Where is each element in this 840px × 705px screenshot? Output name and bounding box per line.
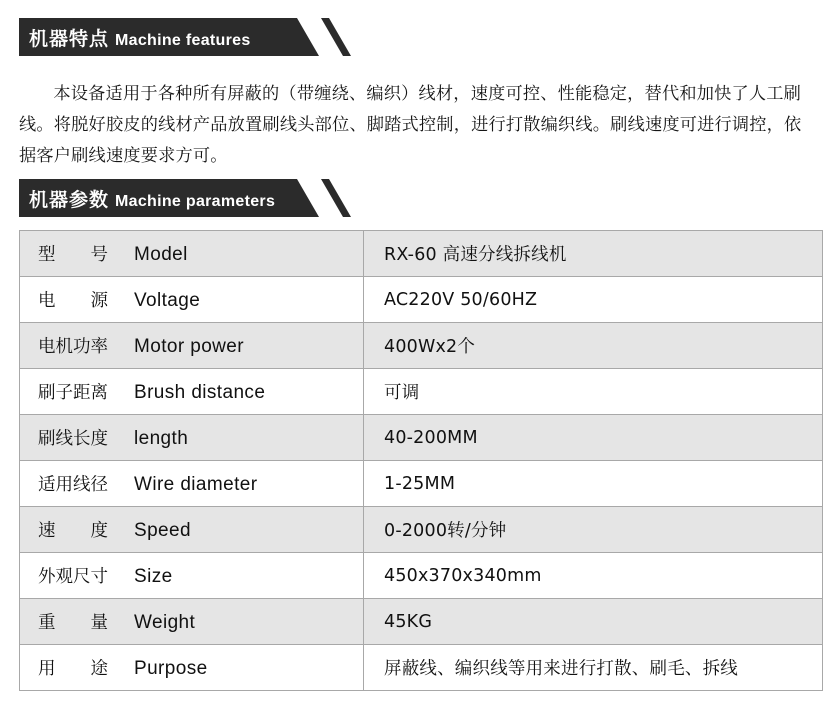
param-label-cell bbox=[20, 553, 364, 599]
param-label-cn: 型 号 bbox=[38, 245, 108, 265]
param-value-cell bbox=[364, 415, 823, 461]
param-value: AC220V 50/60HZ bbox=[384, 289, 538, 310]
param-label-cell bbox=[20, 507, 364, 553]
param-label-en: Motor power bbox=[134, 336, 244, 357]
param-value-cell bbox=[364, 553, 823, 599]
param-label-cn: 刷子距离 bbox=[38, 383, 108, 403]
param-label-cn: 刷线长度 bbox=[38, 429, 108, 449]
param-value: 40-200MM bbox=[384, 427, 478, 448]
table-row bbox=[20, 553, 823, 599]
table-row bbox=[20, 507, 823, 553]
param-label-cell bbox=[20, 599, 364, 645]
header-bar-slash bbox=[321, 179, 351, 217]
param-value: 45KG bbox=[384, 611, 433, 632]
param-label-en: Purpose bbox=[134, 658, 208, 679]
param-label-en: length bbox=[134, 428, 189, 449]
param-value: 1-25MM bbox=[384, 473, 456, 494]
param-value-cell bbox=[364, 507, 823, 553]
parameters-title-en: Machine parameters bbox=[115, 192, 276, 210]
param-label-cell bbox=[20, 323, 364, 369]
param-value: RX-60 高速分线拆线机 bbox=[384, 245, 567, 265]
parameters-title-cn: 机器参数 bbox=[29, 188, 110, 211]
table-row bbox=[20, 277, 823, 323]
header-bar-slash bbox=[321, 18, 351, 56]
param-label-cn: 适用线径 bbox=[38, 475, 108, 495]
table-row bbox=[20, 323, 823, 369]
param-value-cell bbox=[364, 323, 823, 369]
table-row bbox=[20, 231, 823, 277]
param-label-cell bbox=[20, 277, 364, 323]
features-title-en: Machine features bbox=[115, 31, 251, 49]
param-value-cell bbox=[364, 599, 823, 645]
param-value: 0-2000转/分钟 bbox=[384, 521, 507, 541]
table-row bbox=[20, 599, 823, 645]
table-row bbox=[20, 461, 823, 507]
param-value-cell bbox=[364, 231, 823, 277]
param-label-cell bbox=[20, 645, 364, 691]
parameters-section-header bbox=[19, 179, 275, 217]
parameters-table bbox=[19, 230, 823, 691]
param-value: 450x370x340mm bbox=[384, 565, 542, 586]
param-label-en: Weight bbox=[134, 612, 196, 633]
features-title-cn: 机器特点 bbox=[29, 27, 110, 50]
param-label-cell bbox=[20, 461, 364, 507]
param-label-en: Brush distance bbox=[134, 382, 266, 403]
param-label-en: Speed bbox=[134, 520, 191, 541]
param-label-cn: 外观尺寸 bbox=[38, 567, 108, 587]
param-value: 可调 bbox=[384, 383, 420, 403]
param-label-cn: 电机功率 bbox=[38, 337, 108, 357]
param-value-cell bbox=[364, 645, 823, 691]
param-value-cell bbox=[364, 461, 823, 507]
param-label-en: Size bbox=[134, 566, 173, 587]
param-value: 400Wx2个 bbox=[384, 337, 476, 357]
param-value-cell bbox=[364, 277, 823, 323]
param-label-cell bbox=[20, 369, 364, 415]
param-label-en: Wire diameter bbox=[134, 474, 258, 495]
features-paragraph: 本设备适用于各种所有屏蔽的（带缠绕、编织）线材，速度可控、性能稳定，替代和加快了人工刷线。将脱好胶皮的线材产品放置刷线头部位、脚踏式控制，进行打散编织线。刷线速度可进行调控，依据客户刷线速度要求方可。 bbox=[19, 84, 802, 166]
param-value: 屏蔽线、编织线等用来进行打散、刷毛、拆线 bbox=[384, 659, 738, 679]
param-label-en: Voltage bbox=[134, 290, 201, 311]
param-label-cell bbox=[20, 231, 364, 277]
param-label-cn: 速 度 bbox=[38, 521, 108, 541]
param-label-cn: 重 量 bbox=[38, 613, 108, 633]
param-value-cell bbox=[364, 369, 823, 415]
features-description bbox=[19, 79, 809, 172]
param-label-en: Model bbox=[134, 244, 188, 265]
table-row bbox=[20, 645, 823, 691]
table-row bbox=[20, 369, 823, 415]
param-label-cell bbox=[20, 415, 364, 461]
param-label-cn: 电 源 bbox=[38, 291, 108, 311]
param-label-cn: 用 途 bbox=[38, 659, 108, 679]
features-section-header bbox=[19, 18, 251, 56]
table-row bbox=[20, 415, 823, 461]
